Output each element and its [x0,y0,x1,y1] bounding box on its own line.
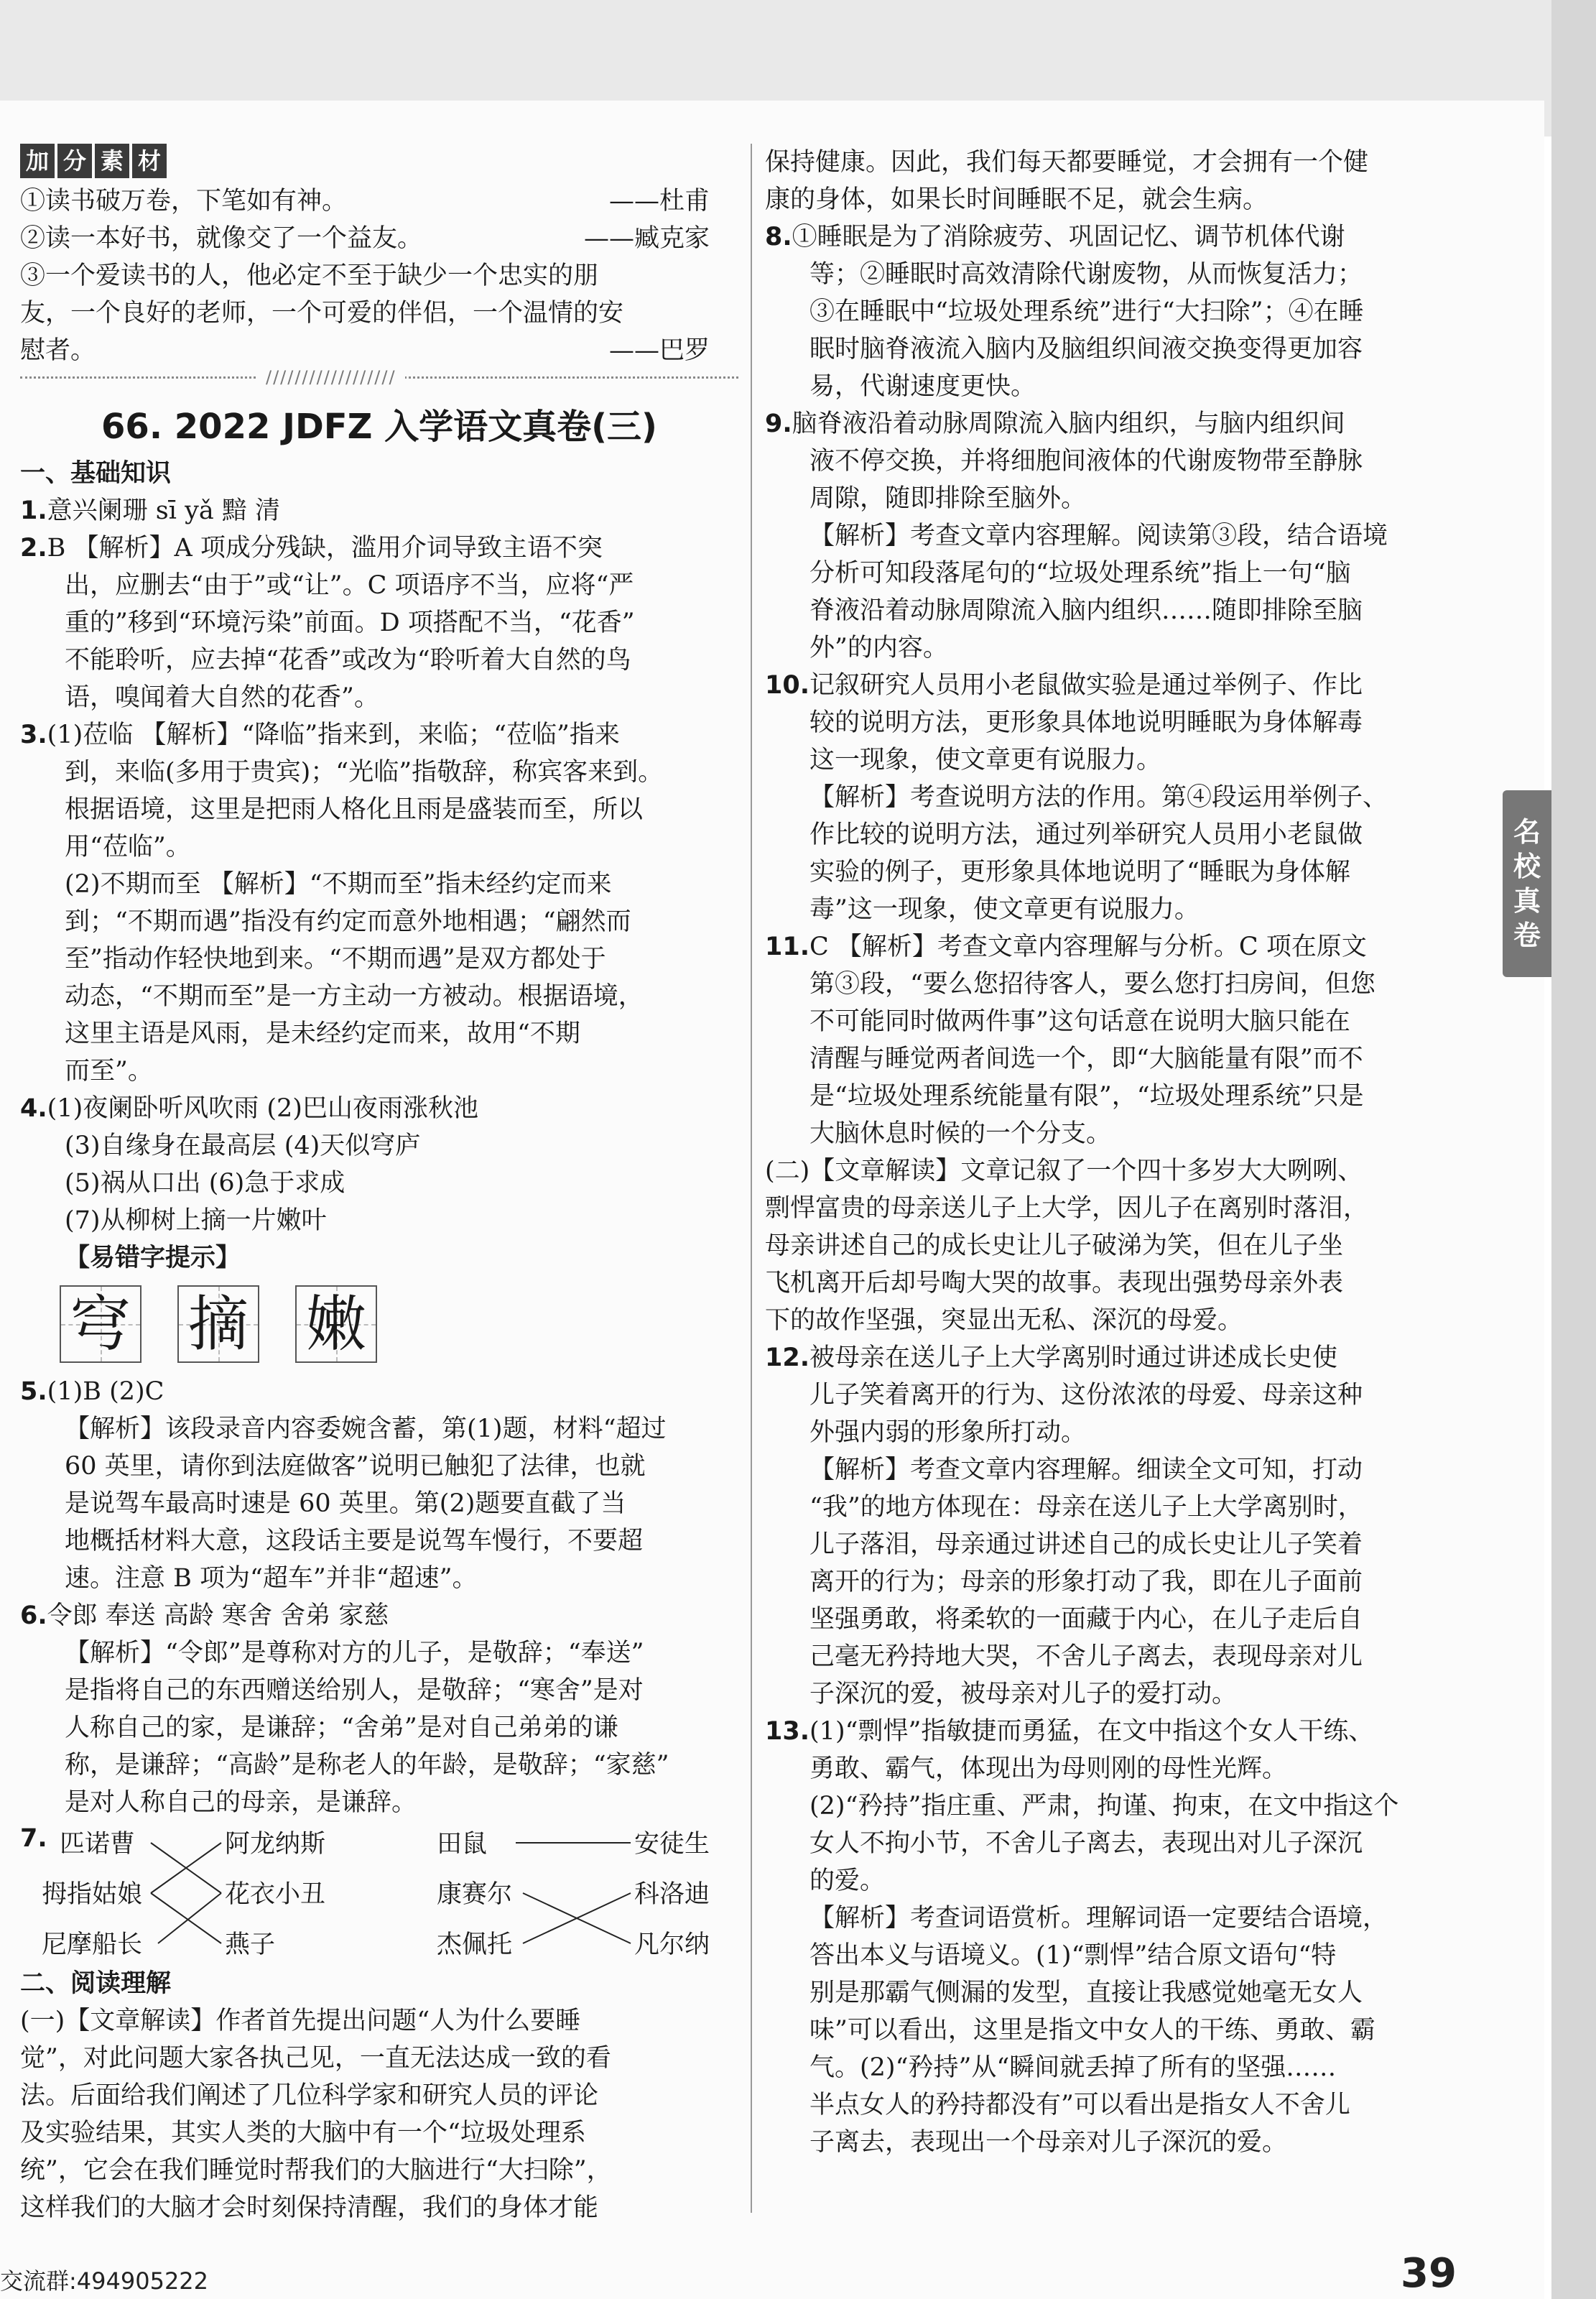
answer-7-matching [20,1821,738,1965]
answer-line: 实验的例子，更形象具体地说明了“睡眠为身体解 [809,858,1350,887]
answer-line: 子离去，表现出一个母亲对儿子深沉的爱。 [809,2128,1288,2157]
answer-line: 毒”这一现象，使文章更有说服力。 [809,895,1200,924]
answer-line: 人称自己的家，是谦辞；“舍弟”是对自己弟弟的谦 [65,1713,618,1742]
match-right-item: 阿龙纳斯 [225,1830,326,1859]
answer-line: 不能聆听，应去掉“花香”或改为“聆听着大自然的鸟 [65,646,631,675]
answer-line: 答出本义与语境义。(1)“剽悍”结合原文语句“特 [809,1941,1337,1970]
match-left-item: 康赛尔 [437,1880,513,1909]
answer-line: 气。(2)“矜持”从“瞬间就丢掉了所有的坚强…… [809,2053,1337,2082]
answer-line: 称，是谦辞；“高龄”是称老人的年龄，是敬辞；“家慈” [65,1751,669,1780]
answer-line: 60 英里，请你到法庭做客”说明已触犯了法律，也就 [65,1452,646,1481]
answer-line: 易，代谢速度更快。 [809,372,1036,401]
answer-line: 用“莅临”。 [65,833,191,861]
answer-line: 3.(1)莅临 【解析】“降临”指来到，来临；“莅临”指来 [20,721,620,749]
answer-line: 第③段，“要么您招待客人，要么您打扫房间，但您 [809,970,1375,999]
answer-3 [20,716,738,1090]
summary-line: (一)【文章解读】作者首先提出问题“人为什么要睡 [20,2007,581,2035]
answer-line: 这里主语是风雨，是未经约定而来，故用“不期 [65,1019,580,1048]
answer-line: 坚强勇敢，将柔软的一面藏于内心，在儿子走后自 [809,1605,1363,1634]
bonus-char: 加 [20,144,55,178]
answer-line: 周隙，随即排除至脑外。 [809,484,1087,513]
answer-line: 10.记叙研究人员用小老鼠做实验是通过举例子、作比 [765,671,1363,700]
summary-line: 统”，它会在我们睡觉时帮我们的大脑进行“大扫除”， [20,2156,612,2185]
summary-line: 剽悍富贵的母亲送儿子上大学，因儿子在离别时落泪， [765,1194,1369,1223]
answer-line: 是说驾车最高时速是 60 英里。第(2)题要直截了当 [65,1489,626,1518]
answer-line: 5.(1)B (2)C [20,1377,164,1406]
answer-line: 液不停交换，并将细胞间液体的代谢废物带至静脉 [809,447,1363,476]
answer-line: 重的”移到“环境污染”前面。D 项搭配不当，“花香” [65,609,635,637]
answer-line: 2.B 【解析】A 项成分残缺，滥用介词导致主语不突 [20,534,603,563]
answer-line: 到；“不期而遇”指没有约定而意外地相遇；“翩然而 [65,907,631,936]
match-right-item: 安徒生 [634,1830,710,1859]
answer-line: 1.意兴阑珊 sī yǎ 黯 清 [20,496,280,525]
typo-char-box: 穹 [60,1285,141,1363]
answer-line: 脊液沿着动脉周隙流入脑内组织……随即排除至脑 [809,596,1363,625]
answer-line: 勇敢、霸气，体现出为母则刚的母性光辉。 [809,1754,1288,1783]
scan-edge-right [1551,0,1596,2299]
bonus-material-heading [20,144,738,178]
summary-line: 下的故作坚强，突显出无私、深沉的母爱。 [765,1306,1243,1335]
answer-line: 外强内弱的形象所打动。 [809,1418,1087,1447]
quote-line: ①读书破万卷，下笔如有神。 ——杜甫 [20,182,738,220]
answer-line: (3)自缘身在最高层 (4)天似穹庐 [65,1132,421,1160]
decorative-separator: ////////////////// [20,376,738,396]
answer-line: 12.被母亲在送儿子上大学离别时通过讲述成长史使 [765,1343,1338,1372]
answer-line: 不可能同时做两件事”这句话意在说明大脑只能在 [809,1007,1350,1036]
right-column [765,144,1512,2161]
answer-line: 【解析】考查文章内容理解。细读全文可知，打动 [809,1456,1363,1484]
answer-line: 清醒与睡觉两者间选一个，即“大脑能量有限”而不 [809,1045,1363,1073]
answer-line: 是“垃圾处理系统能量有限”，“垃圾处理系统”只是 [809,1082,1364,1111]
answer-line: 是对人称自己的母亲，是谦辞。 [65,1788,417,1817]
answer-line: 【解析】考查文章内容理解。阅读第③段，结合语境 [809,522,1388,550]
answer-line: 动态，“不期而至”是一方主动一方被动。根据语境， [65,982,644,1011]
answer-line: 【解析】“令郎”是尊称对方的儿子，是敬辞；“奉送” [65,1639,644,1667]
answer-4 [20,1090,738,1363]
summary-line: 康的身体，如果长时间睡眠不足，就会生病。 [765,185,1268,214]
answer-11 [765,928,1512,1152]
answer-line: 至”指动作轻快地到来。“不期而遇”是双方都处于 [65,945,606,973]
answer-line: 味”可以看出，这里是指文中女人的干练、勇敢、霸 [809,2016,1375,2045]
side-tab-famous-school-exams: 名 校 真 卷 [1503,790,1551,977]
quote-author: ——臧克家 [583,224,710,253]
answer-line: 儿子笑着离开的行为、这份浓浓的母爱、母亲这种 [809,1381,1363,1410]
match-left-item: 拇指姑娘 [42,1880,143,1909]
answer-line: 己毫无矜持地大哭，不舍儿子离去，表现母亲对儿 [809,1642,1363,1671]
answer-line: 离开的行为；母亲的形象打动了我，即在儿子面前 [809,1568,1363,1596]
answer-line: 较的说明方法，更形象具体地说明睡眠为身体解毒 [809,708,1363,737]
summary-line: 母亲讲述自己的成长史让儿子破涕为笑，但在儿子坐 [765,1231,1344,1260]
summary-line: 飞机离开后却号啕大哭的故事。表现出强势母亲外表 [765,1269,1344,1297]
answer-line: 语，嗅闻着大自然的花香”。 [65,683,379,712]
footer-group-info: 交流群:494905222 [0,2267,209,2295]
match-right-item: 燕子 [225,1930,276,1959]
answer-line: 而至”。 [65,1057,153,1086]
match-left-item: 尼摩船长 [42,1930,143,1959]
answer-line: 大脑休息时候的一个分支。 [809,1119,1112,1148]
typo-char-row [20,1285,738,1363]
quote-author: ——巴罗 [608,336,710,365]
answer-line: 的爱。 [809,1867,886,1895]
answer-line: 眠时脑脊液流入脑内及脑组织间液交换变得更加容 [809,335,1363,364]
match-right-item: 花衣小丑 [225,1880,326,1909]
answer-10 [765,667,1512,928]
answer-line: 儿子落泪，母亲通过讲述自己的成长史让儿子笑着 [809,1530,1363,1559]
page-number: 39 [1401,2250,1457,2297]
answer-line: 半点女人的矜持都没有”可以看出是指女人不舍儿 [809,2091,1350,2119]
answer-6 [20,1597,738,1821]
answer-line: 速。注意 B 项为“超车”并非“超速”。 [65,1564,478,1593]
typo-tip-heading: 【易错字提示】 [65,1244,241,1272]
answer-line: “我”的地方体现在：母亲在送儿子上大学离别时， [809,1493,1363,1522]
answer-line: 子深沉的爱，被母亲对儿子的爱打动。 [809,1680,1238,1708]
answer-9 [765,405,1512,667]
answer-line: 【解析】考查词语赏析。理解词语一定要结合语境， [809,1904,1388,1933]
answer-line: 【解析】考查说明方法的作用。第④段运用举例子、 [809,783,1388,812]
answer-line: 地概括材料大意，这段话主要是说驾车慢行，不要超 [65,1527,644,1555]
quote-line: ③一个爱读书的人，他必定不至于缺少一个忠实的朋 [20,262,599,290]
bonus-quotes [20,182,738,369]
answer-2 [20,529,738,716]
section-heading: 二、阅读理解 [20,1969,172,1998]
bonus-char: 分 [57,144,92,178]
quote-line: 慰者。 ——巴罗 [20,332,738,369]
answer-line: 8.①睡眠是为了消除疲劳、巩固记忆、调节机体代谢 [765,223,1345,251]
answer-line: 4.(1)夜阑卧听风吹雨 (2)巴山夜雨涨秋池 [20,1094,478,1123]
answer-line: 分析可知段落尾句的“垃圾处理系统”指上一句“脑 [809,559,1351,588]
reading-2-summary [765,1152,1512,1339]
left-column [20,144,738,2226]
quote-line: ②读一本好书，就像交了一个益友。 ——臧克家 [20,220,738,257]
answer-8 [765,218,1512,405]
section-heading: 一、基础知识 [20,459,172,488]
answer-line: (2)“矜持”指庄重、严肃，拘谨、拘束，在文中指这个 [809,1792,1399,1821]
answer-line: 这一现象，使文章更有说服力。 [809,746,1162,774]
answer-line: 出，应删去“由于”或“让”。C 项语序不当，应将“严 [65,571,634,600]
summary-line: 觉”，对此问题大家各执己见，一直无法达成一致的看 [20,2044,611,2073]
summary-line: 及实验结果，其实人类的大脑中有一个“垃圾处理系 [20,2119,586,2147]
typo-char-box: 嫩 [295,1285,377,1363]
reading-1-summary [20,2002,738,2226]
match-left-item: 田鼠 [437,1830,488,1859]
quote-author: ——杜甫 [608,187,710,216]
answer-line: (5)祸从口出 (6)急于求成 [65,1169,345,1198]
column-divider [751,144,752,2213]
summary-line: 法。后面给我们阐述了几位科学家和研究人员的评论 [20,2081,599,2110]
answer-line: 女人不拘小节，不舍儿子离去，表现出对儿子深沉 [809,1829,1363,1858]
match-left-item: 杰佩托 [437,1930,513,1959]
answer-line: (2)不期而至 【解析】“不期而至”指未经约定而来 [65,870,612,899]
question-number: 7. [20,1824,47,1853]
match-left-item: 匹诺曹 [60,1830,136,1859]
match-right-item: 凡尔纳 [634,1930,710,1959]
answer-line: 6.令郎 奉送 高龄 寒舍 舍弟 家慈 [20,1601,389,1630]
answer-line: 【解析】该段录音内容委婉含蓄，第(1)题，材料“超过 [65,1415,667,1443]
answer-line: 11.C 【解析】考查文章内容理解与分析。C 项在原文 [765,933,1367,961]
answer-line: 是指将自己的东西赠送给别人，是敬辞；“寒舍”是对 [65,1676,644,1705]
answer-line: 外”的内容。 [809,634,948,662]
answer-5 [20,1373,738,1597]
answer-line: 等；②睡眠时高效清除代谢废物，从而恢复活力； [809,260,1363,289]
summary-line: 这样我们的大脑才会时刻保持清醒，我们的身体才能 [20,2193,599,2222]
match-right-item: 科洛迪 [634,1880,710,1909]
bonus-char: 材 [132,144,167,178]
summary-line: 保持健康。因此，我们每天都要睡觉，才会拥有一个健 [765,148,1369,177]
bonus-char: 素 [95,144,129,178]
typo-char-box: 摘 [177,1285,259,1363]
answer-line: 根据语境，这里是把雨人格化且雨是盛装而至，所以 [65,795,644,824]
answer-line: (7)从柳树上摘一片嫩叶 [65,1206,327,1235]
answer-line: 13.(1)“剽悍”指敏捷而勇猛，在文中指这个女人干练、 [765,1717,1374,1746]
answer-line: 别是那霸气侧漏的发型，直接让我感觉她毫无女人 [809,1979,1363,2007]
answer-line: 作比较的说明方法，通过列举研究人员用小老鼠做 [809,820,1363,849]
quote-line: 友，一个良好的老师，一个可爱的伴侣，一个温情的安 [20,299,624,328]
answer-12 [765,1339,1512,1713]
answer-line: 到，来临(多用于贵宾)；“光临”指敬辞，称宾客来到。 [65,758,664,787]
answer-line: 9.脑脊液沿着动脉周隙流入脑内组织，与脑内组织间 [765,410,1345,438]
answer-line: ③在睡眠中“垃圾处理系统”进行“大扫除”；④在睡 [809,297,1364,326]
answer-13 [765,1713,1512,2161]
exam-title: 66. 2022 JDFZ 入学语文真卷(三) [101,407,657,447]
summary-line: (二)【文章解读】文章记叙了一个四十多岁大大咧咧、 [765,1157,1363,1185]
